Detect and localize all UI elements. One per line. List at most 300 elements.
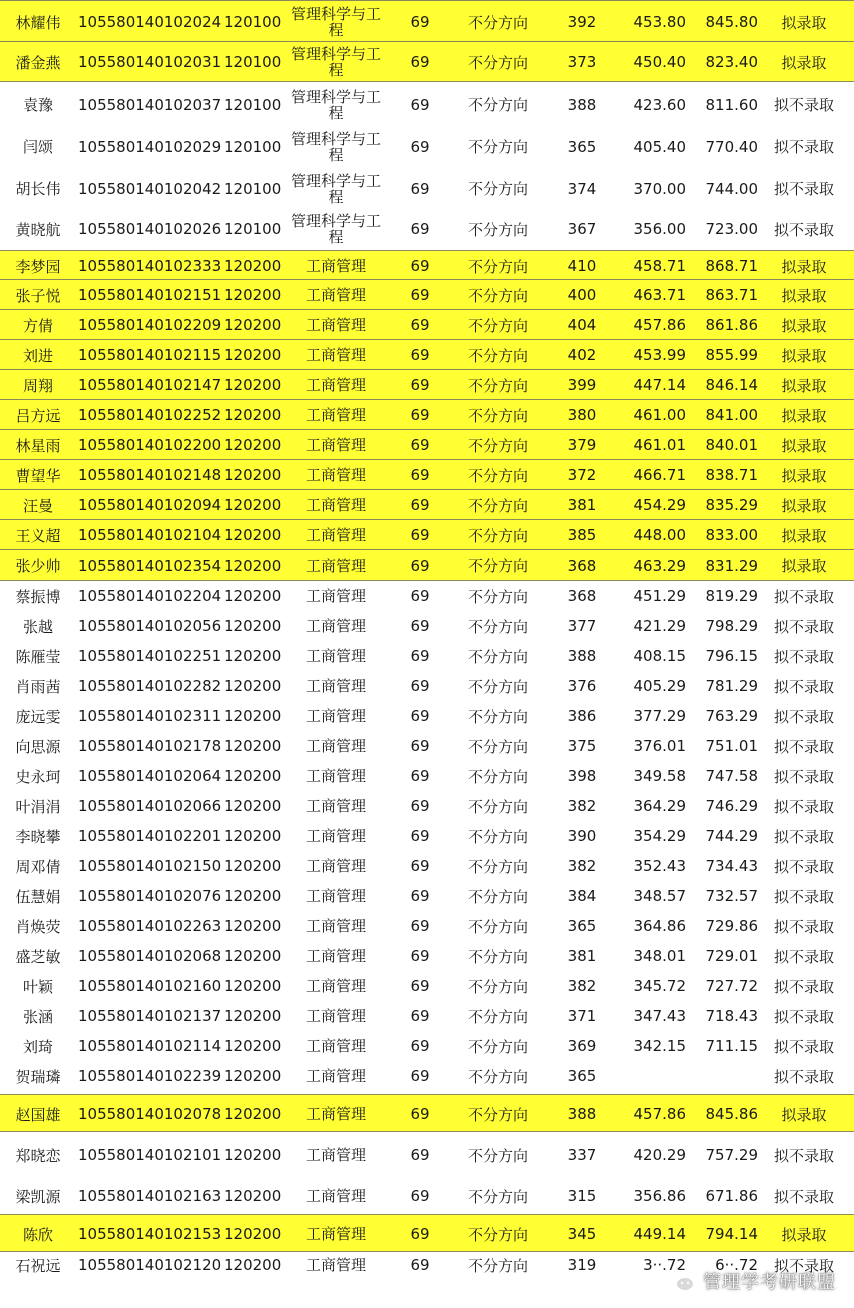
total-cell: 723.00 <box>705 220 758 238</box>
code-cell: 120200 <box>224 286 282 304</box>
result-cell: 拟录取 <box>781 286 827 305</box>
major-cell: 管理科学与工程 <box>290 45 381 79</box>
total-cell: 744.29 <box>705 827 758 845</box>
score1-cell: 399 <box>567 376 597 394</box>
table-row <box>0 1134 854 1176</box>
major-cell: 工商管理 <box>305 947 366 965</box>
direction-cell: 不分方向 <box>467 707 528 726</box>
score2-cell: 448.00 <box>633 526 686 544</box>
direction-cell: 不分方向 <box>467 1037 528 1056</box>
count-cell: 69 <box>410 1256 430 1274</box>
id-cell: 105580140102115 <box>78 346 222 364</box>
total-cell: 6··.72 <box>715 1256 758 1274</box>
major-cell: 工商管理 <box>305 257 366 275</box>
total-cell: 729.86 <box>705 917 758 935</box>
result-cell: 拟不录取 <box>773 1187 834 1206</box>
name-cell: 闫颂 <box>22 138 53 156</box>
direction-cell: 不分方向 <box>467 677 528 696</box>
code-cell: 120100 <box>224 137 282 156</box>
direction-cell: 不分方向 <box>467 53 528 72</box>
result-cell: 拟不录取 <box>773 220 834 239</box>
code-cell: 120200 <box>224 257 282 275</box>
code-cell: 120200 <box>224 767 282 785</box>
count-cell: 69 <box>410 1007 430 1025</box>
score2-cell: 457.86 <box>633 316 686 334</box>
major-cell: 管理科学与工程 <box>290 129 381 164</box>
result-cell: 拟录取 <box>781 1105 827 1124</box>
table-row <box>0 430 854 460</box>
table-row <box>0 250 854 280</box>
total-cell: 861.86 <box>705 316 758 334</box>
code-cell: 120200 <box>224 1256 282 1274</box>
direction-cell: 不分方向 <box>467 346 528 365</box>
id-cell: 105580140102031 <box>78 53 222 71</box>
direction-cell: 不分方向 <box>467 1146 528 1165</box>
total-cell: 819.29 <box>705 587 758 605</box>
direction-cell: 不分方向 <box>467 1187 528 1206</box>
direction-cell: 不分方向 <box>467 857 528 876</box>
id-cell: 105580140102178 <box>78 737 222 755</box>
count-cell: 69 <box>410 1105 430 1123</box>
result-cell: 拟不录取 <box>773 977 834 996</box>
name-cell: 张少帅 <box>15 557 61 575</box>
code-cell: 120200 <box>224 376 282 394</box>
id-cell: 105580140102201 <box>78 827 222 845</box>
major-cell: 工商管理 <box>305 1007 366 1025</box>
name-cell: 伍慧娟 <box>15 887 61 906</box>
direction-cell: 不分方向 <box>467 496 528 515</box>
total-cell: 729.01 <box>705 947 758 965</box>
table-row <box>0 400 854 430</box>
score1-cell: 377 <box>567 617 597 635</box>
code-cell: 120200 <box>224 1105 282 1123</box>
result-cell: 拟录取 <box>781 257 827 276</box>
table-row <box>0 761 854 791</box>
id-cell: 105580140102200 <box>78 436 222 454</box>
id-cell: 105580140102150 <box>78 857 222 875</box>
count-cell: 69 <box>410 797 430 815</box>
count-cell: 69 <box>410 406 430 424</box>
direction-cell: 不分方向 <box>467 220 528 239</box>
name-cell: 肖雨茜 <box>15 677 61 696</box>
name-cell: 曹望华 <box>15 466 61 485</box>
score1-cell: 410 <box>567 257 597 275</box>
result-cell: 拟不录取 <box>773 947 834 966</box>
score1-cell: 382 <box>567 797 597 815</box>
name-cell: 郑晓恋 <box>15 1146 61 1165</box>
code-cell: 120200 <box>224 947 282 965</box>
score1-cell: 380 <box>567 406 597 424</box>
score2-cell: 463.29 <box>633 556 686 575</box>
score1-cell: 365 <box>567 1067 597 1085</box>
count-cell: 69 <box>410 95 430 114</box>
score2-cell: 463.71 <box>633 286 686 304</box>
name-cell: 向思源 <box>15 737 61 756</box>
score2-cell: 453.80 <box>633 13 686 31</box>
code-cell: 120200 <box>224 677 282 695</box>
id-cell: 105580140102137 <box>78 1007 222 1025</box>
name-cell: 赵国雄 <box>15 1105 61 1124</box>
count-cell: 69 <box>410 1225 430 1243</box>
name-cell: 石祝远 <box>15 1256 61 1275</box>
name-cell: 刘琦 <box>22 1037 53 1056</box>
code-cell: 120100 <box>224 13 282 31</box>
code-cell: 120200 <box>224 917 282 935</box>
table-row <box>0 1031 854 1061</box>
direction-cell: 不分方向 <box>467 1067 528 1086</box>
result-cell: 拟不录取 <box>773 647 834 666</box>
score1-cell: 392 <box>567 13 597 31</box>
score1-cell: 379 <box>567 436 597 454</box>
code-cell: 120200 <box>224 406 282 424</box>
total-cell: 732.57 <box>705 887 758 905</box>
count-cell: 69 <box>410 346 430 364</box>
score1-cell: 385 <box>567 526 597 544</box>
major-cell: 工商管理 <box>305 1187 366 1205</box>
code-cell: 120200 <box>224 1225 282 1243</box>
total-cell: 845.86 <box>705 1105 758 1123</box>
score1-cell: 319 <box>567 1256 597 1274</box>
table-row <box>0 851 854 881</box>
total-cell: 855.99 <box>705 346 758 364</box>
id-cell: 105580140102078 <box>78 1105 222 1123</box>
name-cell: 胡长伟 <box>15 180 61 198</box>
result-cell: 拟不录取 <box>773 707 834 726</box>
direction-cell: 不分方向 <box>467 1007 528 1026</box>
total-cell: 811.60 <box>705 95 758 114</box>
direction-cell: 不分方向 <box>467 286 528 305</box>
result-cell: 拟不录取 <box>773 587 834 606</box>
score2-cell: 348.57 <box>633 887 686 905</box>
score2-cell: 423.60 <box>633 95 686 114</box>
score2-cell: 447.14 <box>633 376 686 394</box>
total-cell: 770.40 <box>705 137 758 156</box>
table-row <box>0 881 854 911</box>
total-cell: 835.29 <box>705 496 758 514</box>
table-row <box>0 310 854 340</box>
table-row <box>0 941 854 971</box>
score1-cell: 345 <box>567 1225 597 1243</box>
major-cell: 工商管理 <box>305 797 366 815</box>
major-cell: 工商管理 <box>305 887 366 905</box>
table-row <box>0 1001 854 1031</box>
total-cell: 734.43 <box>705 857 758 875</box>
id-cell: 105580140102066 <box>78 797 222 815</box>
score2-cell: 461.01 <box>633 436 686 454</box>
result-cell: 拟不录取 <box>773 857 834 876</box>
total-cell: 747.58 <box>705 767 758 785</box>
watermark <box>663 1268 836 1294</box>
total-cell: 711.15 <box>705 1037 758 1055</box>
result-cell: 拟不录取 <box>773 1067 834 1086</box>
name-cell: 叶涓涓 <box>15 797 61 816</box>
code-cell: 120200 <box>224 466 282 484</box>
name-cell: 周邓倩 <box>15 857 61 876</box>
count-cell: 69 <box>410 257 430 275</box>
direction-cell: 不分方向 <box>467 767 528 786</box>
name-cell: 李梦园 <box>15 257 61 276</box>
total-cell: 744.00 <box>705 179 758 198</box>
direction-cell: 不分方向 <box>467 797 528 816</box>
score2-cell: 342.15 <box>633 1037 686 1055</box>
id-cell: 105580140102163 <box>78 1187 222 1205</box>
score1-cell: 381 <box>567 947 597 965</box>
count-cell: 69 <box>410 767 430 785</box>
major-cell: 工商管理 <box>305 857 366 875</box>
result-cell: 拟不录取 <box>773 1146 834 1165</box>
result-cell: 拟录取 <box>781 557 827 575</box>
id-cell: 105580140102311 <box>78 707 222 725</box>
direction-cell: 不分方向 <box>467 316 528 335</box>
major-cell: 工商管理 <box>305 1105 366 1123</box>
score1-cell: 368 <box>567 587 597 605</box>
result-cell: 拟不录取 <box>773 917 834 936</box>
id-cell: 105580140102120 <box>78 1256 222 1274</box>
result-cell: 拟录取 <box>781 376 827 395</box>
count-cell: 69 <box>410 179 430 198</box>
score1-cell: 402 <box>567 346 597 364</box>
score1-cell: 388 <box>567 647 597 665</box>
score2-cell: 421.29 <box>633 617 686 635</box>
result-cell: 拟不录取 <box>773 767 834 786</box>
result-cell: 拟不录取 <box>773 827 834 846</box>
code-cell: 120200 <box>224 496 282 514</box>
table-row <box>0 611 854 641</box>
major-cell: 工商管理 <box>305 286 366 304</box>
score1-cell: 367 <box>567 220 597 238</box>
direction-cell: 不分方向 <box>467 587 528 606</box>
total-cell: 781.29 <box>705 677 758 695</box>
total-cell: 727.72 <box>705 977 758 995</box>
major-cell: 工商管理 <box>305 767 366 785</box>
result-cell: 拟录取 <box>781 13 827 32</box>
major-cell: 工商管理 <box>305 556 366 575</box>
total-cell: 868.71 <box>705 257 758 275</box>
id-cell: 105580140102056 <box>78 617 222 635</box>
result-cell: 拟录取 <box>781 316 827 335</box>
total-cell: 671.86 <box>705 1187 758 1205</box>
direction-cell: 不分方向 <box>467 257 528 276</box>
count-cell: 69 <box>410 436 430 454</box>
count-cell: 69 <box>410 466 430 484</box>
id-cell: 105580140102354 <box>78 556 222 575</box>
score1-cell: 404 <box>567 316 597 334</box>
table-row <box>0 791 854 821</box>
score2-cell: 3··.72 <box>643 1256 686 1274</box>
result-cell: 拟不录取 <box>773 617 834 636</box>
total-cell: 840.01 <box>705 436 758 454</box>
name-cell: 蔡振博 <box>15 587 61 606</box>
code-cell: 120100 <box>224 220 282 238</box>
id-cell: 105580140102204 <box>78 587 222 605</box>
table-row <box>0 971 854 1001</box>
major-cell: 管理科学与工程 <box>290 171 381 206</box>
table-row <box>0 641 854 671</box>
wechat-icon <box>663 1269 697 1293</box>
id-cell: 105580140102160 <box>78 977 222 995</box>
id-cell: 105580140102024 <box>78 13 222 31</box>
count-cell: 69 <box>410 137 430 156</box>
direction-cell: 不分方向 <box>467 436 528 455</box>
direction-cell: 不分方向 <box>467 617 528 636</box>
total-cell: 845.80 <box>705 13 758 31</box>
id-cell: 105580140102076 <box>78 887 222 905</box>
major-cell: 管理科学与工程 <box>290 212 381 246</box>
major-cell: 工商管理 <box>305 436 366 454</box>
direction-cell: 不分方向 <box>467 947 528 966</box>
direction-cell: 不分方向 <box>467 1256 528 1275</box>
code-cell: 120200 <box>224 857 282 875</box>
score1-cell: 381 <box>567 496 597 514</box>
score2-cell: 466.71 <box>633 466 686 484</box>
score1-cell: 373 <box>567 53 597 71</box>
id-cell: 105580140102147 <box>78 376 222 394</box>
count-cell: 69 <box>410 707 430 725</box>
direction-cell: 不分方向 <box>467 13 528 32</box>
total-cell: 746.29 <box>705 797 758 815</box>
count-cell: 69 <box>410 496 430 514</box>
direction-cell: 不分方向 <box>467 96 528 114</box>
code-cell: 120100 <box>224 179 282 198</box>
count-cell: 69 <box>410 617 430 635</box>
score1-cell: 388 <box>567 1105 597 1123</box>
result-cell: 拟录取 <box>781 406 827 425</box>
code-cell: 120200 <box>224 556 282 575</box>
score2-cell: 352.43 <box>633 857 686 875</box>
code-cell: 120200 <box>224 707 282 725</box>
score1-cell: 371 <box>567 1007 597 1025</box>
name-cell: 肖焕荧 <box>15 917 61 936</box>
name-cell: 潘金燕 <box>15 53 61 72</box>
code-cell: 120200 <box>224 346 282 364</box>
score2-cell: 377.29 <box>633 707 686 725</box>
major-cell: 工商管理 <box>305 1146 366 1164</box>
name-cell: 汪曼 <box>22 496 53 515</box>
name-cell: 刘进 <box>22 346 53 365</box>
major-cell: 管理科学与工程 <box>290 87 381 122</box>
count-cell: 69 <box>410 556 430 575</box>
direction-cell: 不分方向 <box>467 526 528 545</box>
code-cell: 120200 <box>224 827 282 845</box>
id-cell: 105580140102252 <box>78 406 222 424</box>
result-cell: 拟不录取 <box>773 96 834 114</box>
name-cell: 王义超 <box>15 526 61 545</box>
direction-cell: 不分方向 <box>467 138 528 156</box>
result-cell: 拟不录取 <box>773 138 834 156</box>
major-cell: 工商管理 <box>305 1067 366 1085</box>
count-cell: 69 <box>410 587 430 605</box>
code-cell: 120200 <box>224 436 282 454</box>
code-cell: 120200 <box>224 737 282 755</box>
id-cell: 105580140102263 <box>78 917 222 935</box>
id-cell: 105580140102037 <box>78 95 222 114</box>
id-cell: 105580140102282 <box>78 677 222 695</box>
total-cell: 833.00 <box>705 526 758 544</box>
table-row <box>0 210 854 248</box>
score1-cell: 384 <box>567 887 597 905</box>
id-cell: 105580140102239 <box>78 1067 222 1085</box>
id-cell: 105580140102101 <box>78 1146 222 1164</box>
score2-cell: 356.86 <box>633 1187 686 1205</box>
score1-cell: 337 <box>567 1146 597 1164</box>
count-cell: 69 <box>410 526 430 544</box>
major-cell: 工商管理 <box>305 406 366 424</box>
direction-cell: 不分方向 <box>467 1105 528 1124</box>
table-row <box>0 168 854 209</box>
table-row <box>0 1061 854 1091</box>
score1-cell: 365 <box>567 137 597 156</box>
table-row <box>0 84 854 125</box>
total-cell: 796.15 <box>705 647 758 665</box>
name-cell: 张越 <box>22 617 53 636</box>
total-cell: 751.01 <box>705 737 758 755</box>
id-cell: 105580140102114 <box>78 1037 222 1055</box>
count-cell: 69 <box>410 917 430 935</box>
total-cell: 846.14 <box>705 376 758 394</box>
major-cell: 工商管理 <box>305 977 366 995</box>
code-cell: 120200 <box>224 617 282 635</box>
score2-cell: 364.29 <box>633 797 686 815</box>
score2-cell: 405.29 <box>633 677 686 695</box>
score2-cell: 453.99 <box>633 346 686 364</box>
code-cell: 120200 <box>224 316 282 334</box>
result-cell: 拟录取 <box>781 346 827 365</box>
score2-cell: 451.29 <box>633 587 686 605</box>
id-cell: 105580140102209 <box>78 316 222 334</box>
name-cell: 李晓攀 <box>15 827 61 846</box>
score1-cell: 400 <box>567 286 597 304</box>
major-cell: 工商管理 <box>305 1256 366 1274</box>
score2-cell: 376.01 <box>633 737 686 755</box>
total-cell: 841.00 <box>705 406 758 424</box>
result-cell: 拟不录取 <box>773 1256 834 1275</box>
major-cell: 工商管理 <box>305 1225 366 1243</box>
total-cell: 838.71 <box>705 466 758 484</box>
result-cell: 拟不录取 <box>773 180 834 198</box>
score1-cell: 382 <box>567 977 597 995</box>
direction-cell: 不分方向 <box>467 376 528 395</box>
id-cell: 105580140102333 <box>78 257 222 275</box>
major-cell: 工商管理 <box>305 617 366 635</box>
score2-cell: 348.01 <box>633 947 686 965</box>
total-cell: 763.29 <box>705 707 758 725</box>
count-cell: 69 <box>410 13 430 31</box>
score1-cell: 369 <box>567 1037 597 1055</box>
table-row <box>0 1214 854 1252</box>
code-cell: 120200 <box>224 1187 282 1205</box>
id-cell: 105580140102148 <box>78 466 222 484</box>
id-cell: 105580140102068 <box>78 947 222 965</box>
code-cell: 120200 <box>224 977 282 995</box>
name-cell: 叶颖 <box>22 977 53 996</box>
major-cell: 工商管理 <box>305 827 366 845</box>
score2-cell: 454.29 <box>633 496 686 514</box>
score1-cell: 365 <box>567 917 597 935</box>
score1-cell: 382 <box>567 857 597 875</box>
name-cell: 贺瑞璘 <box>15 1067 61 1086</box>
score2-cell: 450.40 <box>633 53 686 71</box>
name-cell: 吕方远 <box>15 406 61 425</box>
table-row <box>0 340 854 370</box>
score2-cell: 345.72 <box>633 977 686 995</box>
id-cell: 105580140102042 <box>78 179 222 198</box>
count-cell: 69 <box>410 1187 430 1205</box>
table-row <box>0 1176 854 1216</box>
table-row <box>0 581 854 611</box>
count-cell: 69 <box>410 737 430 755</box>
name-cell: 陈雁莹 <box>15 647 61 666</box>
code-cell: 120200 <box>224 887 282 905</box>
